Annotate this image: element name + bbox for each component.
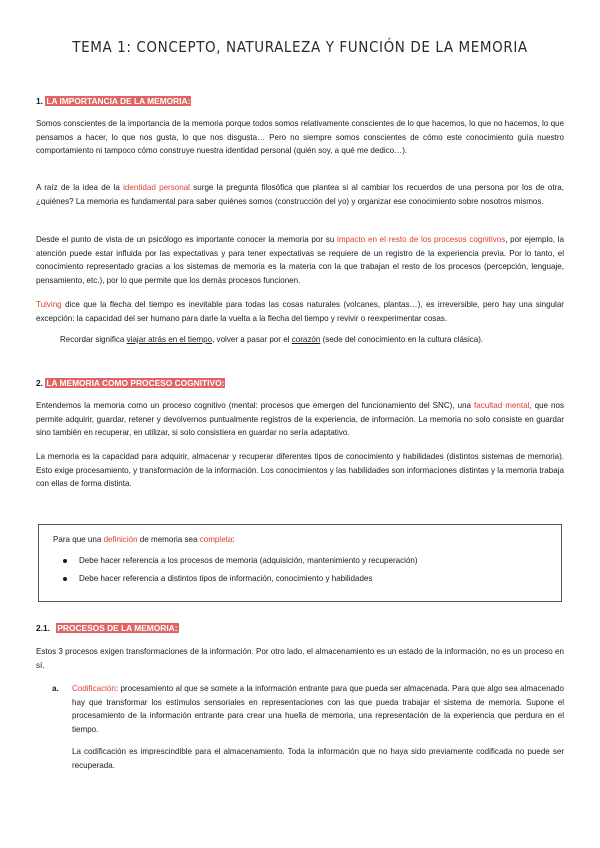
bullet-icon [63, 577, 67, 581]
section-1-paragraph-4 [36, 298, 564, 325]
text-run: , volver a pasar por el [212, 335, 292, 344]
section-2-number: 2. [36, 378, 43, 388]
codificacion-paragraph [72, 682, 564, 736]
section-1-paragraph-1: Somos conscientes de la importancia de la memoria porque todos somos relativamente conscientes de lo que hacemos, lo que no hacemos, lo que pensamos a hacer, lo que nos gusta, lo que nos disgusta… Pero no siempre somos conscientes de cómo este conocimiento guía nuestro comportamiento ni tampoco cómo construye nuestra identidad personal (quién soy, a qué me dedico…). [36, 119, 564, 156]
text-run: de memoria sea [137, 535, 200, 544]
impacto-term: impacto en el resto de los procesos cognitivos [337, 235, 506, 244]
section-2-label: LA MEMORIA COMO PROCESO COGNITIVO: [46, 378, 225, 388]
list-marker-a: a. [52, 684, 59, 693]
text-run: Para que una [53, 535, 104, 544]
text-run: A raíz de la idea de la [36, 183, 124, 192]
definicion-term: definición [103, 535, 138, 544]
text-run: surge la pregunta filosófica que plantea si al cambiar los recuerdos de una persona por los de otra, ¿quiénes? La memoria es fundamental para saber quiénes somos (construcción del yo) y organizar ese conocimiento sobre nosotros mismos. [36, 183, 564, 206]
section-2-1-number: 2.1. [36, 623, 50, 633]
text-run: : procesamiento al que se somete a la información entrante para que pueda ser almacenada. Para que algo sea almacenado hay que transformar los estímulos sensoriales en representaciones con las que pueda trabajar el sistema de memoria. Supone el procesamiento de la información entrante para crear una huella de memoria, una representación de la experiencia que perdura en el tiempo. [72, 684, 564, 734]
text-run: (sede del conocimiento en la cultura clásica). [320, 335, 484, 344]
section-2-1-label: PROCESOS DE LA MEMORIA: [57, 623, 178, 633]
identidad-personal-term: identidad personal [123, 183, 190, 192]
text-run: Recordar significa [60, 335, 127, 344]
bullet-icon [63, 559, 67, 563]
viajar-atras-term: viajar atrás en el tiempo [126, 335, 213, 344]
list-item [63, 574, 372, 583]
text-run: dice que la flecha del tiempo es inevitable para todas las cosas naturales (volcanes, plantas…), es irreversible, pero hay una singular excepción: la capacidad del ser humano para darle la vuelta a la flecha del tiempo y revivir o reexperimentar cosas. [36, 300, 564, 323]
list-item [63, 556, 418, 565]
facultad-mental-term: facultad mental [474, 401, 530, 410]
section-1-number: 1. [36, 96, 43, 106]
section-1-paragraph-5 [60, 333, 564, 347]
definition-box-intro [53, 535, 235, 544]
section-2-1-paragraph-1: Estos 3 procesos exigen transformaciones de la información. Por otro lado, el almacenamiento es un estado de la información, no es un proceso en sí. [36, 647, 564, 670]
codificacion-term: Codificación [72, 684, 116, 693]
section-2-heading [36, 378, 225, 388]
text-run: , por ejemplo, la atención puede estar influida por las expectativas y para tener expectativas se requiere de un registro de la experiencia previa. Por lo tanto, el conocimiento representado gracias a los sistemas de memoria es la materia con la que trabajan el resto de los procesos (percepción, lenguaje, pensamiento, etc.), por lo que permite que los demás procesos funcionen. [36, 235, 564, 285]
list-item-text: Debe hacer referencia a los procesos de memoria (adquisición, mantenimiento y recuperación) [79, 556, 418, 565]
codificacion-paragraph-2: La codificación es imprescindible para el almacenamiento. Toda la información que no haya sido previamente codificada no puede ser recuperada. [72, 747, 564, 770]
text-run: Entendemos la memoria como un proceso cognitivo (mental: procesos que emergen del funcionamiento del SNC), una [36, 401, 475, 410]
completa-term: completa [199, 535, 233, 544]
list-item-text: Debe hacer referencia a distintos tipos de información, conocimiento y habilidades [79, 574, 373, 583]
section-1-label: LA IMPORTANCIA DE LA MEMORIA: [46, 96, 191, 106]
definition-box [38, 524, 562, 602]
text-run: , que nos permite adquirir, guardar, retener y devolvernos puntualmente registros de la experiencia, de información. La memoria no solo consiste en guardar sino también en recuperar, en utilizar, si solo consistiera en guardar no sería adaptativo. [36, 401, 564, 438]
tulving-term: Tulving [36, 300, 62, 309]
section-1-heading [36, 96, 191, 106]
text-run: Desde el punto de vista de un psicólogo es importante conocer la memoria por su [36, 235, 338, 244]
section-2-paragraph-1 [36, 399, 564, 440]
text-run: : [232, 535, 235, 544]
section-1-paragraph-2 [36, 181, 564, 208]
section-2-paragraph-2: La memoria es la capacidad para adquirir, almacenar y recuperar diferentes tipos de conocimiento y habilidades (distintos sistemas de memoria). Esto exige procesamiento, y transformación de la información. Los conocimientos y las habilidades son informaciones distintas y la memoria trabaja con ellas de forma distinta. [36, 452, 564, 489]
page-title: TEMA 1: CONCEPTO, NATURALEZA Y FUNCIÓN DE LA MEMORIA [72, 38, 528, 56]
section-2-1-heading [36, 623, 179, 633]
corazon-term: corazón [291, 335, 321, 344]
section-1-paragraph-3 [36, 233, 564, 287]
